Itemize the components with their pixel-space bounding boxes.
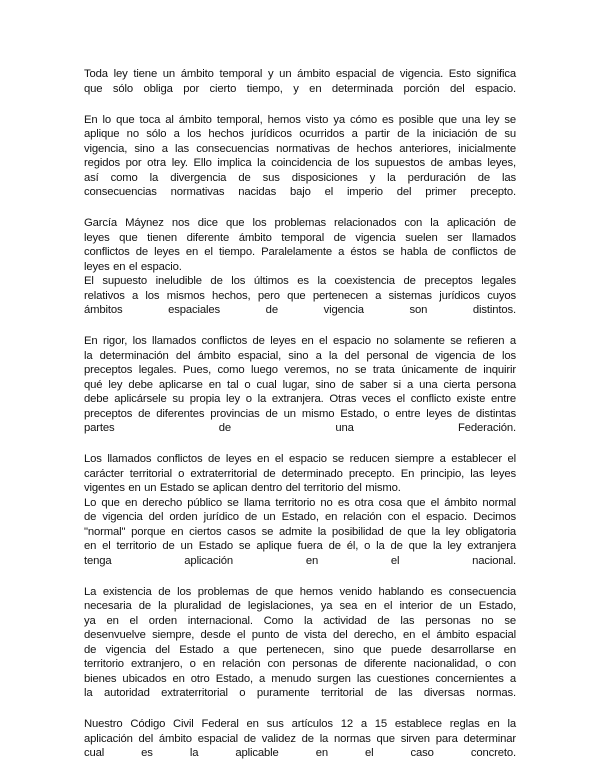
text-line: carácter territorial o extraterritorial de determinado precepto. En principio, las leyes: [84, 467, 516, 480]
text-line: aplicación del ámbito espacial de validez de la normas que sirven para determinar: [84, 732, 516, 745]
text-line: así como la divergencia de sus disposiciones y la perduración de las: [84, 171, 516, 184]
text-line: En lo que toca al ámbito temporal, hemos visto ya cómo es posible que una ley se: [84, 113, 516, 126]
text-line: vigentes en un Estado se aplican dentro del territorio del mismo.: [84, 482, 401, 494]
text-line: territorio extranjero, o en relación con personas de diferente nacionalidad, o con: [84, 658, 516, 670]
text-line: necesaria de la pluralidad de legislaciones, ya sea en el interior de un Estado,: [84, 600, 516, 612]
text-line: "normal" porque en ciertos casos se admite la posibilidad de que la ley obligatoria: [84, 525, 516, 538]
document-body: [84, 67, 516, 761]
text-line: que sólo obliga por cierto tiempo, y en determinada porción del espacio.: [84, 82, 516, 95]
text-line: ámbitos espaciales de vigencia son distintos.: [84, 304, 516, 316]
text-line: preceptos legales. Pues, como luego veremos, no se trata únicamente de inquirir: [84, 364, 516, 376]
paragraph: [84, 452, 516, 568]
text-line: consecuencias normativas nacidas bajo el imperio del primer precepto.: [84, 186, 516, 198]
text-line: partes de una Federación.: [84, 422, 516, 434]
text-line: conflictos de leyes en el tiempo. Paralelamente a éstos se habla de conflictos de: [84, 246, 516, 258]
text-line: Lo que en derecho público se llama territorio no es otra cosa que el ámbito normal: [84, 496, 516, 509]
text-line: En rigor, los llamados conflictos de leyes en el espacio no solamente se refieren a: [84, 335, 516, 347]
text-line: desenvuelve siempre, desde el punto de vista del derecho, en el ámbito espacial: [84, 629, 516, 641]
text-line: cual es la aplicable en el caso concreto.: [84, 747, 516, 759]
text-line: la autoridad extraterritorial o puramente territorial de las diversas normas.: [84, 687, 516, 699]
text-line: bienes ubicados en otro Estado, a menudo surgen las cuestiones concernientes a: [84, 672, 516, 685]
text-line: leyes que tienen diferente ámbito temporal de vigencia suelen ser llamados: [84, 231, 516, 244]
text-line: de vigencia del Estado a que pertenecen, sino que puede desarrollarse en: [84, 643, 516, 656]
text-line: tenga aplicación en el nacional.: [84, 554, 516, 567]
text-line: la determinación del ámbito espacial, sino a la del personal de vigencia de los: [84, 349, 516, 362]
text-line: en el territorio de un Estado se aplique fuera de él, o la de que la ley extranjera: [84, 540, 516, 552]
text-line: relativos a los mismos hechos, pero que pertenecen a sistemas jurídicos cuyos: [84, 289, 516, 302]
paragraph: [84, 216, 516, 318]
paragraph: [84, 717, 516, 761]
text-line: Toda ley tiene un ámbito temporal y un ámbito espacial de vigencia. Esto significa: [84, 68, 516, 80]
text-line: Nuestro Código Civil Federal en sus artículos 12 a 15 establece reglas en la: [84, 718, 516, 730]
text-line: La existencia de los problemas de que hemos venido hablando es consecuencia: [84, 585, 516, 598]
text-line: regidos por otra ley. Ello implica la coincidencia de los supuestos de ambas leyes,: [84, 157, 516, 169]
paragraph: [84, 113, 516, 200]
paragraph: [84, 67, 516, 96]
text-line: El supuesto ineludible de los últimos es la coexistencia de preceptos legales: [84, 275, 516, 287]
text-line: debe aplicársele su propia ley o la extranjera. Otras veces el conflicto existe entre: [84, 393, 516, 405]
text-line: Los llamados conflictos de leyes en el espacio se reducen siempre a establecer el: [84, 453, 516, 465]
text-line: leyes en el espacio.: [84, 260, 182, 273]
text-line: de vigencia del orden jurídico de un Estado, en relación con el espacio. Decimos: [84, 511, 516, 523]
paragraph: [84, 585, 516, 701]
paragraph: [84, 334, 516, 436]
text-line: García Máynez nos dice que los problemas relacionados con la aplicación de: [84, 217, 516, 229]
text-line: preceptos de diferentes provincias de un mismo Estado, o entre leyes de distintas: [84, 407, 516, 420]
text-line: qué ley debe aplicarse en tal o cual lugar, sino de saber si a una cierta persona: [84, 378, 516, 391]
text-line: vigencia, sino a las consecuencias normativas de hechos anteriores, inicialmente: [84, 142, 516, 155]
text-line: aplique no sólo a los hechos jurídicos ocurridos a partir de la iniciación de su: [84, 128, 516, 140]
text-line: ya en el orden internacional. Como la actividad de las personas no se: [84, 614, 516, 627]
